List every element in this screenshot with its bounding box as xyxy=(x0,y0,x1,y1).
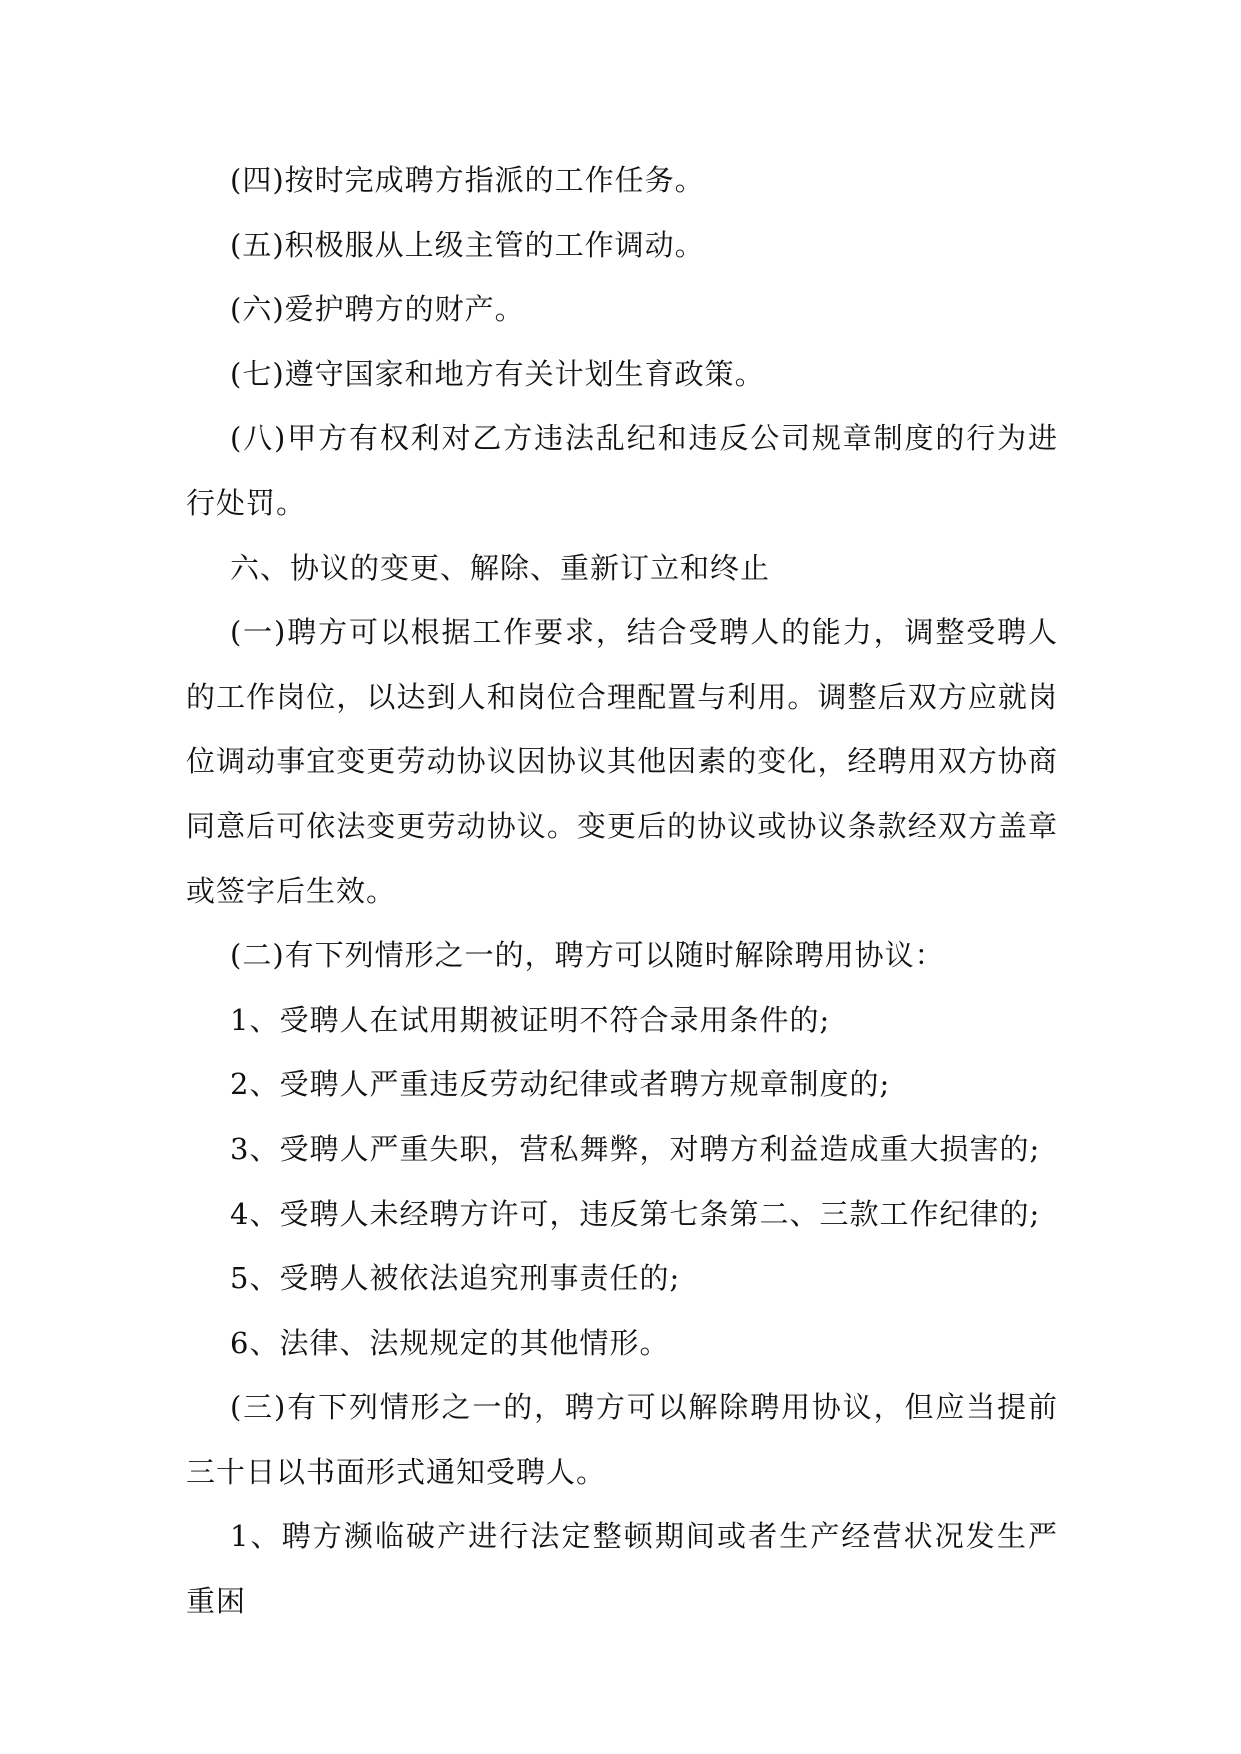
list-item-6: 6、法律、法规规定的其他情形。 xyxy=(230,1325,670,1360)
paragraph-clause-1: (一)聘方可以根据工作要求，结合受聘人的能力，调整受聘人的工作岗位，以达到人和岗位合理配置与利用。调整后双方应就岗位调动事宜变更劳动协议因协议其他因素的变化，经聘用双方协商同意后可依法变更劳动协议。变更后的协议或协议条款经双方盖章或签字后生效。 xyxy=(186,615,1058,908)
paragraph-clause-2: (二)有下列情形之一的，聘方可以随时解除聘用协议： xyxy=(230,938,945,973)
paragraph-item-4: (四)按时完成聘方指派的工作任务。 xyxy=(230,163,705,197)
section-heading-6: 六、协议的变更、解除、重新订立和终止 xyxy=(230,550,771,585)
list-item-1-b: 1、聘方濒临破产进行法定整顿期间或者生产经营状况发生严重困 xyxy=(186,1519,1058,1619)
paragraph-clause-3: (三)有下列情形之一的，聘方可以解除聘用协议，但应当提前三十日以书面形式通知受聘人。 xyxy=(186,1390,1058,1489)
list-item-3: 3、受聘人严重失职，营私舞弊，对聘方利益造成重大损害的; xyxy=(230,1131,1041,1166)
paragraph-item-7: (七)遵守国家和地方有关计划生育政策。 xyxy=(230,356,765,391)
list-item-4: 4、受聘人未经聘方许可，违反第七条第二、三款工作纪律的; xyxy=(230,1196,1041,1231)
paragraph-item-6: (六)爱护聘方的财产。 xyxy=(230,292,525,327)
list-item-1: 1、受聘人在试用期被证明不符合录用条件的; xyxy=(230,1002,831,1037)
list-item-5: 5、受聘人被依法追究刑事责任的; xyxy=(230,1261,681,1296)
paragraph-item-5: (五)积极服从上级主管的工作调动。 xyxy=(230,227,705,262)
paragraph-item-8: (八)甲方有权利对乙方违法乱纪和违反公司规章制度的行为进行处罚。 xyxy=(186,421,1058,520)
document-body xyxy=(186,148,1058,1634)
list-item-2: 2、受聘人严重违反劳动纪律或者聘方规章制度的; xyxy=(230,1067,891,1102)
